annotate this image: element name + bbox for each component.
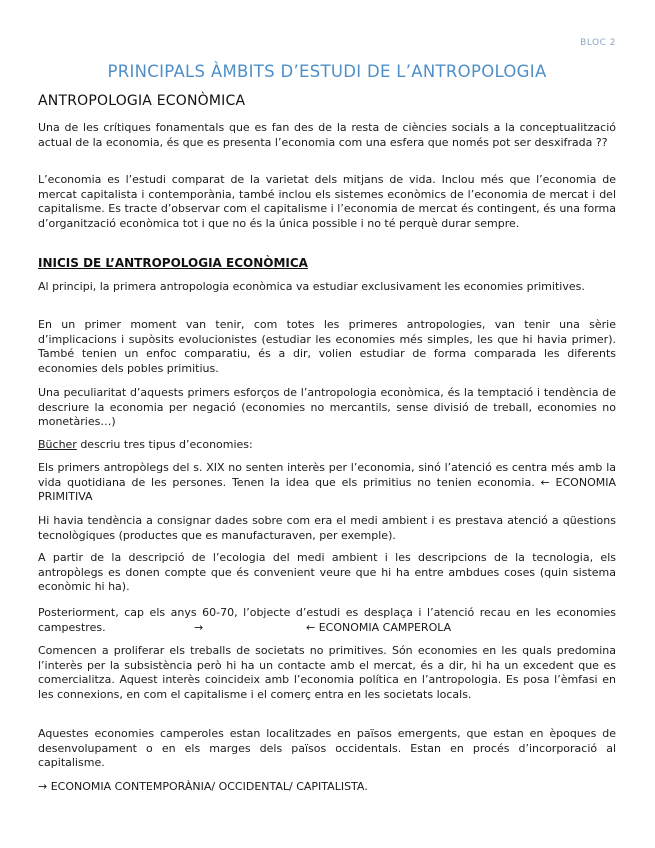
paragraph-societats: Comencen a proliferar els treballs de societats no primitives. Són economies en les quals predomina l’interès per la subsistència però hi ha un contacte amb el mercat, és a dir, hi ha un excedent que es comercialitza. Aquest interès coincideix amb l’economia política en l’antropologia. Es posa l’èmfasi en les connexions, en com el capitalisme i el comerç entra en les societats locals. <box>38 644 616 701</box>
subsection-title: INICIS DE L’ANTROPOLOGIA ECONÒMICA <box>38 256 308 270</box>
paragraph-ecologia: A partir de la descripció de l’ecologia del medi ambient i les descripcions de la tecnologia, els antropòlegs es donen compte que és convenient veure que hi ha entre ambdues coses (quin sistema econòmic hi ha). <box>38 551 616 594</box>
paragraph-primitiva: Els primers antropòlegs del s. XIX no senten interès per l’economia, sinó l’atenció es centra més amb la vida quotidiana de les persones. Tenen la idea que els primitius no tenien economia. ← ECONOMIA PRIMITIVA <box>38 461 616 504</box>
paragraph-peculiaritat: Una peculiaritat d’aquests primers esforços de l’antropologia econòmica, és la temptació i tendència de descriure la economia per negació (economies no mercantils, sense divisió de treball, economies no monetàries…) <box>38 386 616 429</box>
bucher-text: descriu tres tipus d’economies: <box>76 438 253 451</box>
bloc-label: BLOC 2 <box>580 38 616 48</box>
page-title: PRINCIPALS ÀMBITS D’ESTUDI DE L’ANTROPOLOGIA <box>107 62 547 81</box>
paragraph-evolucionistes: En un primer moment van tenir, com totes les primeres antropologies, van tenir una sèrie d’implicacions i supòsits evolucionistes (estudiar les economies més simples, les que hi havia primer). També tenien un enfoc comparatiu, és a dir, volien estudiar de forma comparada les diferents economies dels pobles primitius. <box>38 318 616 375</box>
paragraph-critiques: Una de les crítiques fonamentals que es fan des de la resta de ciències socials a la conceptualització actual de la economia, és que es presenta l’economia com una esfera que només pot ser desxifrada ?? <box>38 121 616 149</box>
economia-camperola-label: ← ECONOMIA CAMPEROLA <box>306 621 452 634</box>
paragraph-camperoles: Aquestes economies camperoles estan localitzades en països emergents, que estan en èpoques de desenvolupament o en els marges dels països occidentals. Estan en procés d’incorporació al capitalisme. <box>38 727 616 770</box>
paragraph-bucher <box>38 438 616 453</box>
paragraph-medi-ambient: Hi havia tendència a consignar dades sobre com era el medi ambient i es prestava atenció a qüestions tecnològiques (productes que es manufacturaven, per exemple). <box>38 514 616 542</box>
section-title: ANTROPOLOGIA ECONÒMICA <box>38 93 246 109</box>
paragraph-contemporania: → ECONOMIA CONTEMPORÀNIA/ OCCIDENTAL/ CAPITALISTA. <box>38 780 368 793</box>
paragraph-definition: L’economia es l’estudi comparat de la varietat dels mitjans de vida. Inclou més que l’economia de mercat capitalista i contemporània, també inclou els sistemes econòmics de l’economia de mercat i del capitalisme. Es tracte d’observar com el capitalisme i l’economia de mercat és contingent, és una forma d’organització econòmica tot i que no és la única possible i no té perquè durar sempre. <box>38 173 616 230</box>
posteriorment-text: Posteriorment, cap els anys 60-70, l’objecte d’estudi es desplaça i l’atenció recau en les economies campestres. <box>38 606 616 634</box>
paragraph-principi: Al principi, la primera antropologia econòmica va estudiar exclusivament les economies primitives. <box>38 280 585 293</box>
right-arrow-icon: → <box>194 621 204 634</box>
bucher-name: Bücher <box>38 438 77 451</box>
